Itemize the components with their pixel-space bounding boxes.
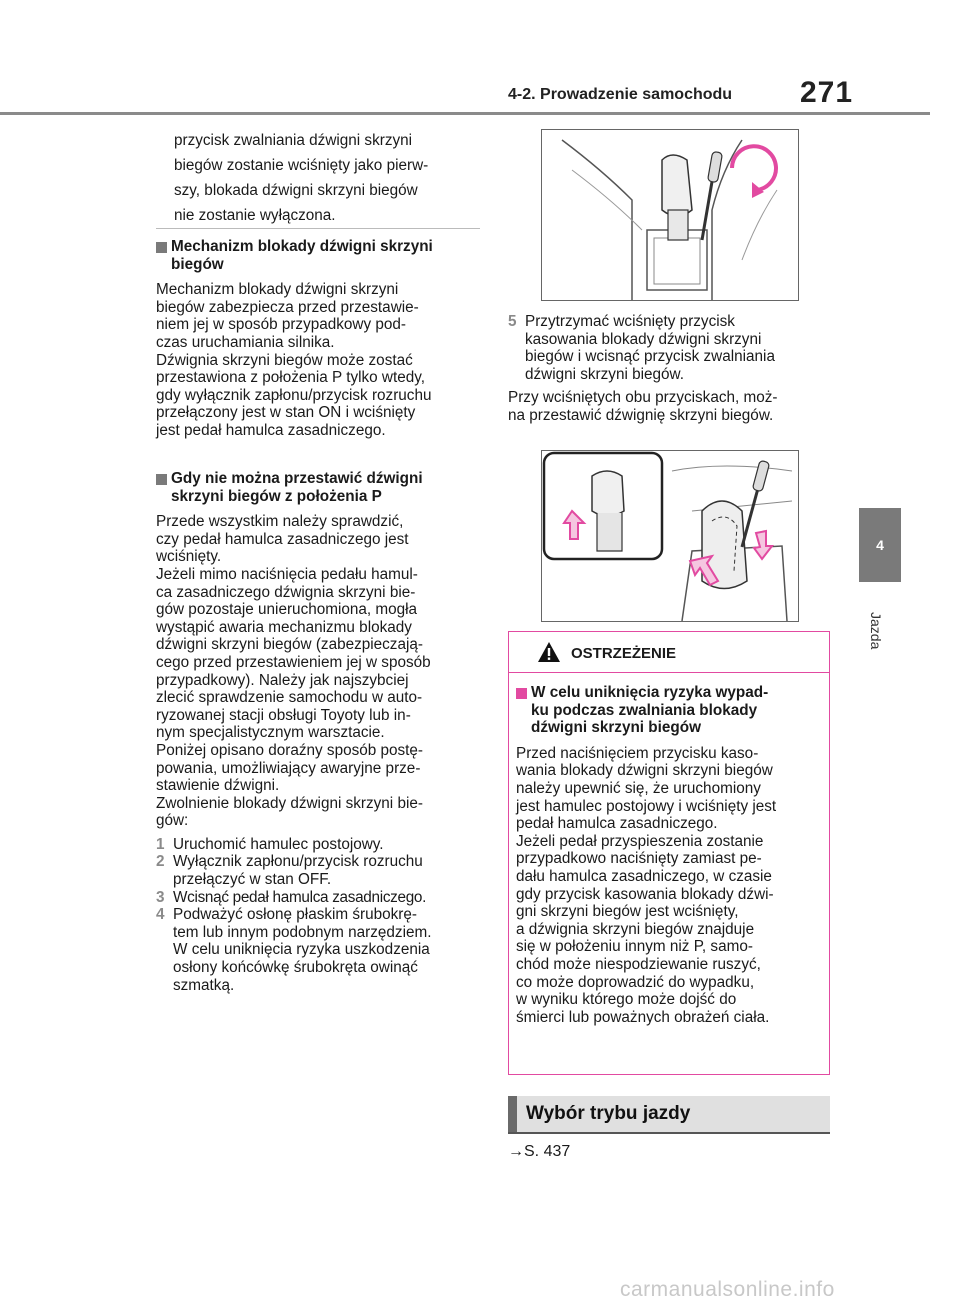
warning-header [509, 632, 829, 673]
intro-line: biegów zostanie wciśnięty jako pierw- [174, 157, 429, 174]
chapter-tab[interactable]: 4 [859, 508, 901, 582]
square-bullet-icon [156, 242, 167, 253]
section-heading: 4-2. Prowadzenie samochodu [508, 86, 733, 103]
subsection-title: Mechanizm blokady dźwigni skrzyni biegów [156, 238, 480, 273]
warning-body [516, 684, 828, 1026]
steps-list [156, 836, 480, 994]
subsection-body: Mechanizm blokady dźwigni skrzyni biegów zabezpiecza przed przestawie- niem jej w sposób przypadkowy pod- czas uruchamiania silnika. Dźwignia skrzyni biegów może zostać przestawiona z położenia P tylko wtedy, gdy wyłącznik zapłonu/przycisk rozruchu przełączony jest w stan ON i wciśnięty jest pedał hamulca zasadniczego. [156, 281, 432, 439]
header-rule [0, 112, 930, 115]
shift-lever-illustration [542, 130, 798, 300]
watermark: carmanualsonline.info [620, 1278, 835, 1301]
section-title: Wybór trybu jazdy [526, 1103, 691, 1124]
subsection-cannot-shift [156, 470, 480, 994]
intro-line: szy, blokada dźwigni skrzyni biegów [174, 182, 418, 199]
intro-paragraph [174, 128, 484, 228]
list-item: 2 Wyłącznik zapłonu/przycisk rozruchu przełączyć w stan OFF. [156, 853, 423, 889]
warning-title: OSTRZEŻENIE [571, 645, 677, 662]
subsection-lock-mechanism [156, 238, 480, 440]
subsection-title: Gdy nie można przestawić dźwigni skrzyni biegów z położenia P [156, 470, 480, 505]
section-bar-accent [508, 1096, 517, 1132]
list-item: 4 Podważyć osłonę płaskim śrubokrę- tem lub innym podobnym narzędziem. W celu uniknięcia ryzyka uszkodzenia osłony końcówkę śrubokręta owinąć szmatką. [156, 906, 432, 994]
list-item: 3 Wcisnąć pedał hamulca zasadniczego. [156, 888, 427, 906]
square-bullet-icon [156, 474, 167, 485]
warning-subtitle: W celu uniknięcia ryzyka wypad- ku podczas zwalniania blokady dźwigni skrzyni biegów [516, 684, 828, 737]
step-5 [508, 313, 830, 425]
subsection-body: Przede wszystkim należy sprawdzić, czy pedał hamulca zasadniczego jest wciśnięty. Jeżeli mimo naciśnięcia pedału hamul- ca zasadniczego dźwignia skrzyni bie- gów pozostaje unieruchomiona, mogła wystąpić awaria mechanizmu blokady dźwigni skrzyni biegów (zabezpieczają- cego przed przestawieniem jej w sposób przypadkowy). Należy jak najszybciej zlecić sprawdzenie samochodu w auto- ryzowanej stacji obsługi Toyoty lub in- nym specjalistycznym warsztacie. Poniżej opisano doraźny sposób postę- powania, umożliwiający awaryjne prze- stawienie dźwigni. Zwolnienie blokady dźwigni skrzyni bie- gów: [156, 513, 431, 830]
page-number: 271 [800, 76, 854, 109]
intro-line: przycisk zwalniania dźwigni skrzyni [174, 132, 413, 149]
section-heading-bar [508, 1096, 830, 1134]
figure-release-shift [541, 450, 799, 622]
warning-box [508, 631, 830, 1075]
list-item: 1 Uruchomić hamulec postojowy. [156, 835, 384, 853]
warning-text: Przed naciśnięciem przycisku kaso- wania blokady dźwigni skrzyni biegów należy upewnić się, że uruchomiony jest hamulec postojowy i wciśnięty jest pedał hamulca zasadniczego. Jeżeli pedał przyspieszenia zostanie przypadkowo naciśnięty zamiast pe- dału hamulca zasadniczego, w czasie gdy przycisk kasowania blokady dźwi- gni skrzyni biegów jest wciśnięty, a dźwignia skrzyni biegów znajduje się w położeniu innym niż P, samo- chód może niespodziewanie ruszyć, co może doprowadzić do wypadku, w wyniku którego może dojść do śmierci lub poważnych obrażeń ciała. [516, 744, 777, 1026]
chapter-label: Jazda [868, 612, 884, 650]
figure-pry-cover [541, 129, 799, 301]
shift-release-illustration [542, 451, 798, 621]
after-text: Przy wciśniętych obu przyciskach, moż- na przestawić dźwignię skrzyni biegów. [508, 389, 778, 424]
square-bullet-icon [516, 688, 527, 699]
page-reference-link[interactable]: →S. 437 [508, 1143, 571, 1160]
warning-triangle-icon [537, 641, 561, 663]
list-item: 5 Przytrzymać wciśnięty przycisk kasowania blokady dźwigni skrzyni biegów i wcisnąć przycisk zwalniania dźwigni skrzyni biegów. [508, 313, 775, 383]
intro-line: nie zostanie wyłączona. [174, 207, 336, 224]
divider [156, 228, 480, 229]
